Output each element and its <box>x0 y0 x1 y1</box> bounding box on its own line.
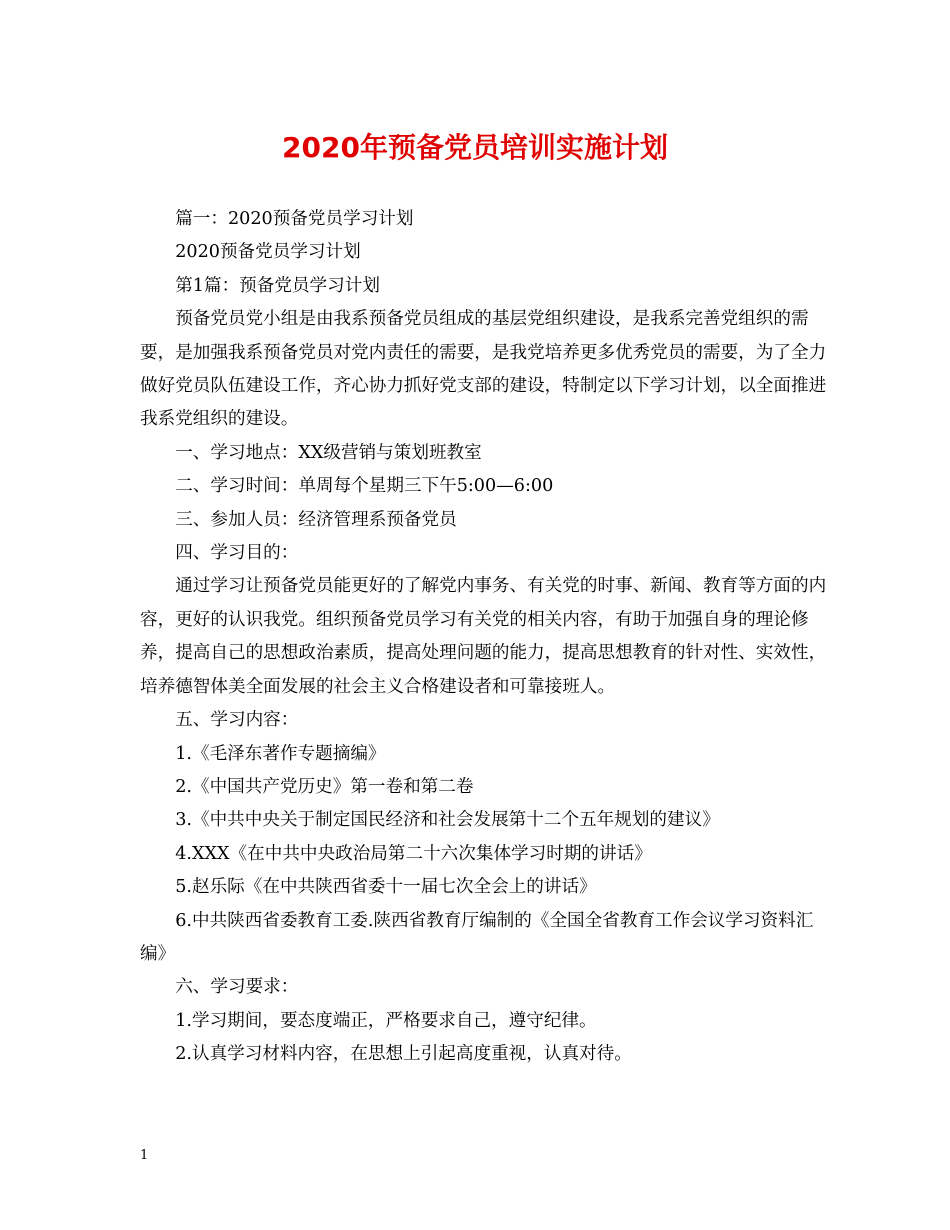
document-body <box>140 203 830 1072</box>
paragraph: 2.《中国共产党历史》第一卷和第二卷 <box>175 776 474 797</box>
paragraph: 六、学习要求： <box>175 977 299 998</box>
paragraph: 第1篇：预备党员学习计划 <box>175 275 380 296</box>
paragraph: 三、参加人员：经济管理系预备党员 <box>175 509 457 530</box>
page-number: 1 <box>140 1148 149 1163</box>
document-title: 2020年预备党员培训实施计划 <box>282 131 668 164</box>
paragraph: 2020预备党员学习计划 <box>175 242 361 263</box>
paragraph: 3.《中共中央关于制定国民经济和社会发展第十二个五年规划的建议》 <box>175 810 720 831</box>
paragraph: 篇一：2020预备党员学习计划 <box>175 209 414 229</box>
paragraph: 1.《毛泽东著作专题摘编》 <box>175 743 386 764</box>
paragraph: 一、学习地点：XX级营销与策划班教室 <box>175 442 482 463</box>
paragraph: 二、学习时间：单周每个星期三下午5:00—6:00 <box>175 476 554 497</box>
paragraph: 4.XXX《在中共中央政治局第二十六次集体学习时期的讲话》 <box>175 843 652 864</box>
paragraph: 四、学习目的： <box>175 543 299 564</box>
paragraph: 5.赵乐际《在中共陕西省委十一届七次全会上的讲话》 <box>175 877 597 898</box>
paragraph: 五、学习内容： <box>175 710 299 731</box>
paragraph: 1.学习期间，要态度端正，严格要求自己，遵守纪律。 <box>175 1010 597 1031</box>
paragraph: 2.认真学习材料内容，在思想上引起高度重视，认真对待。 <box>175 1044 632 1065</box>
paragraph: 预备党员党小组是由我系预备党员组成的基层党组织建设，是我系完善党组织的需要，是加强我系预备党员对党内责任的需要，是我党培养更多优秀党员的需要，为了全力做好党员队伍建设工作，齐心协力抓好党支部的建设，特制定以下学习计划，以全面推进我系党组织的建设。 <box>140 309 827 430</box>
paragraph: 6.中共陕西省委教育工委.陕西省教育厅编制的《全国全省教育工作会议学习资料汇编》 <box>140 910 814 964</box>
paragraph: 通过学习让预备党员能更好的了解党内事务、有关党的时事、新闻、教育等方面的内容，更好的认识我党。组织预备党员学习有关党的相关内容，有助于加强自身的理论修养，提高自己的思想政治素质，提高处理问题的能力，提高思想教育的针对性、实效性，培养德智体美全面发展的社会主义合格建设者和可靠接班人。 <box>140 576 827 697</box>
